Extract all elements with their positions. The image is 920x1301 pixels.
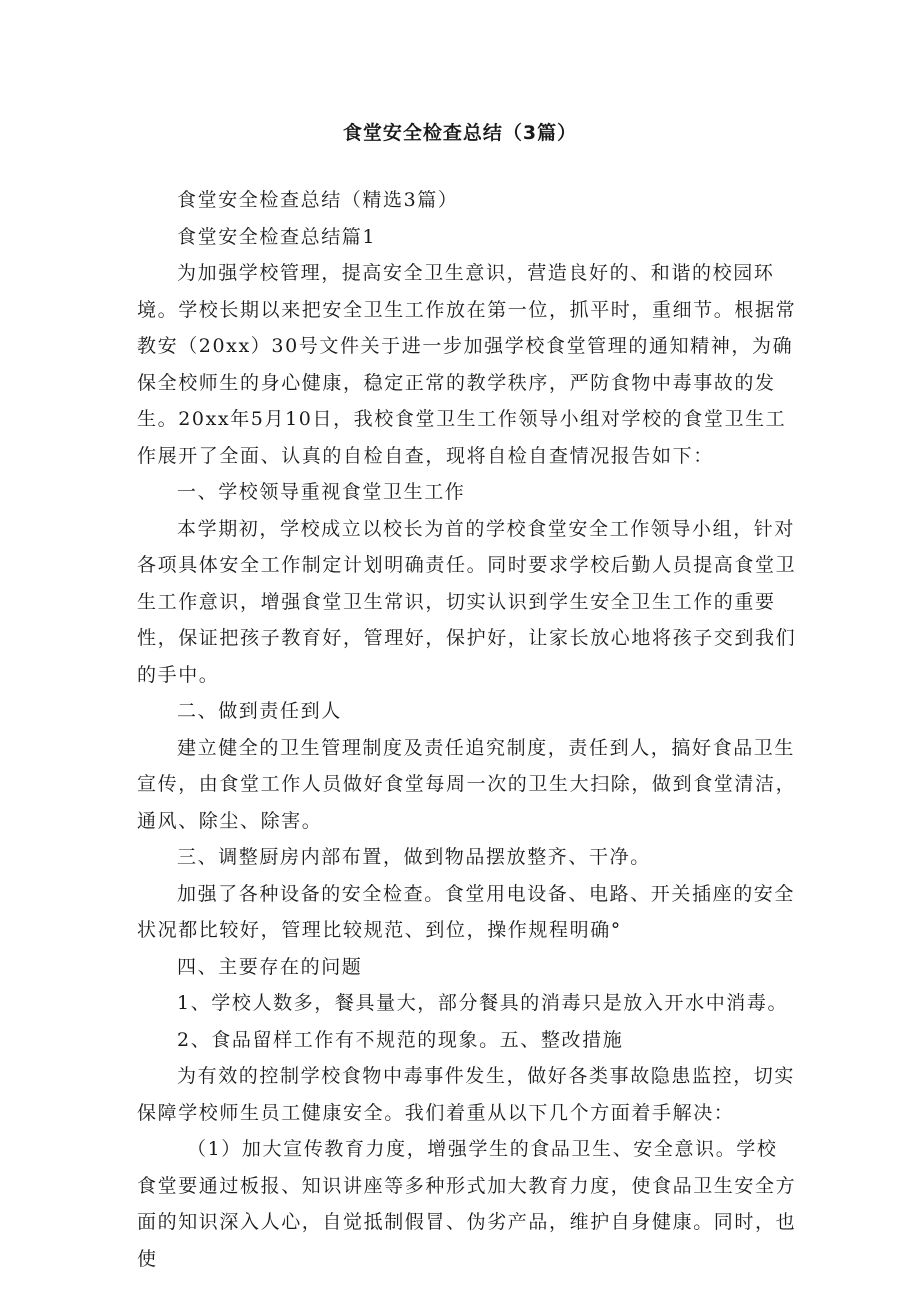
paragraph-measure-1: （1）加大宣传教育力度，增强学生的食品卫生、安全意识。学校食堂要通过板报、知识讲座等多种形式加大教育力度，使食品卫生安全方面的知识深入人心，自觉抵制假冒、伪劣产品，维护自身健康。同时，也使 (137, 1138, 797, 1270)
document-body (137, 182, 797, 1277)
paragraph-heading-4: 四、主要存在的问题 (177, 955, 363, 978)
paragraph-subtitle: 食堂安全检查总结（精选3篇） (177, 189, 459, 211)
paragraph-list-item: 2、食品留样工作有不规范的现象。五、整改措施 (177, 1028, 624, 1051)
paragraph: 本学期初，学校成立以校长为首的学校食堂安全工作领导小组，针对各项具体安全工作制定计划明确责任。同时要求学校后勤人员提高食堂卫生工作意识，增强食堂卫生常识，切实认识到学生安全卫生工作的重要性，保证把孩子教育好，管理好，保护好，让家长放心地将孩子交到我们的手中。 (137, 517, 797, 686)
paragraph-list-item: 1、学校人数多，餐具量大，部分餐具的消毒只是放入开水中消毒。 (177, 992, 789, 1014)
paragraph-section-heading: 食堂安全检查总结篇1 (177, 225, 377, 248)
paragraph: 为有效的控制学校食物中毒事件发生，做好各类事故隐患监控，切实保障学校师生员工健康安全。我们着重从以下几个方面着手解决： (137, 1065, 796, 1124)
paragraph-heading-3: 三、调整厨房内部布置，做到物品摆放整齐、干净。 (177, 846, 651, 868)
paragraph: 加强了各种设备的安全检查。食堂用电设备、电路、开关插座的安全状况都比较好，管理比较规范、到位，操作规程明确° (137, 882, 796, 941)
paragraph-heading-1: 一、学校领导重视食堂卫生工作 (177, 481, 466, 503)
document-title: 食堂安全检查总结（3篇） (342, 122, 578, 144)
paragraph: 建立健全的卫生管理制度及责任追究制度，责任到人，搞好食品卫生宣传，由食堂工作人员做好食堂每周一次的卫生大扫除，做到食堂清洁，通风、除尘、除害。 (137, 736, 797, 832)
paragraph-heading-2: 二、做到责任到人 (177, 700, 342, 722)
paragraph: 为加强学校管理，提高安全卫生意识，营造良好的、和谐的校园环境。学校长期以来把安全卫生工作放在第一位，抓平时，重细节。根据常教安（20xx）30号文件关于进一步加强学校食堂管理的通知精神，为确保全校师生的身心健康，稳定正常的教学秩序，严防食物中毒事故的发生。20xx年5月10日，我校食堂卫生工作领导小组对学校的食堂卫生工作展开了全面、认真的自检自查，现将自检自查情况报告如下： (137, 262, 797, 467)
